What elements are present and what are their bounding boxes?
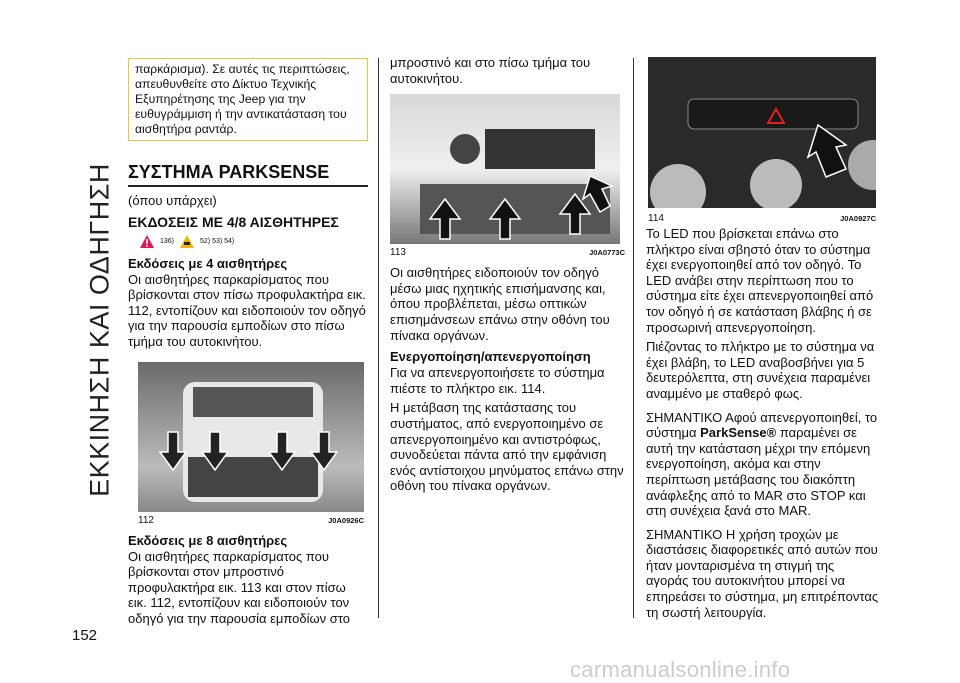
section-title: ΕΚΚΙΝΗΣΗ ΚΑΙ ΟΔΗΓΗΣΗ: [84, 163, 115, 497]
figure-number: 114: [648, 213, 664, 224]
important-note: [646, 410, 880, 519]
text: παραμένει σε αυτή την κατάσταση μέχρι την επόμενη ενεργοποίηση, ακόμα και στην περίπτωση μετάβασης του διακόπτη ανάφλεξης από το MAR στο STOP και στη συνέχεια ξανά στο MAR.: [646, 425, 871, 519]
paragraph: Οι αισθητήρες ειδοποιούν τον οδηγό μέσω μιας ηχητικής επισήμανσης και, όπου προβλέπεται, μέσω οπτικών επισημάνσεων επάνω στην οθόνη του πίνακα οργάνων.: [390, 265, 610, 343]
section-heading: ΣΥΣΤΗΜΑ PARKSENSE: [128, 161, 368, 187]
paragraph: μπροστινό και στο πίσω τμήμα του αυτοκινήτου.: [390, 55, 591, 86]
important-note: ΣΗΜΑΝΤΙΚΟ Η χρήση τροχών με διαστάσεις διαφορετικές από αυτών που ήταν μονταρισμένα τη στιγμή της αγοράς του αυτοκινήτου μπορεί να επηρεάσει το σύστημα, μη επιτρέποντας τη σωστή λειτουργία.: [646, 526, 879, 620]
figure-114-parksense-button: [648, 57, 876, 208]
paragraph: Οι αισθητήρες παρκαρίσματος που βρίσκονται στον πίσω προφυλακτήρα εικ. 112, εντοπίζουν και ειδοποιούν τον οδηγό για την παρουσία εμποδίων στο πίσω τμήμα του αυτοκινήτου.: [128, 271, 366, 349]
note-box: παρκάρισμα). Σε αυτές τις περιπτώσεις, απευθυνθείτε στο Δίκτυο Τεχνικής Εξυπηρέτησης της Jeep για την ευθυγράμμιση ή την αντικατάσταση του αισθητήρα ραντάρ.: [128, 58, 368, 141]
figure-113-front-bumper: [390, 94, 620, 244]
figure-code: J0A0926C: [328, 515, 364, 525]
text: ΣΗΜΑΝΤΙΚΟ Αφού απενεργοποιηθεί, το σύστημα: [646, 409, 878, 441]
column-divider: [378, 58, 379, 618]
caution-refs: 52) 53) 54): [200, 237, 235, 245]
section-sidebar: [80, 30, 120, 630]
paragraph: Οι αισθητήρες παρκαρίσματος που βρίσκονται στον μπροστινό προφυλακτήρα εικ. 113 και στον πίσω εικ. 112, εντοπίζουν και ειδοποιούν τον οδηγό για την παρουσία εμποδίων στο: [128, 548, 350, 626]
figure-number: 113: [390, 247, 406, 259]
reference-icons: [140, 235, 368, 248]
watermark: carmanualsonline.info: [570, 657, 791, 682]
subsection-heading: Εκδόσεις με 8 αισθητήρες: [128, 532, 288, 548]
warning-icon: [140, 235, 154, 248]
figure-112-rear-bumper: [138, 362, 364, 512]
figure-code: J0A0773C: [589, 248, 625, 258]
subsection-heading: Εκδόσεις με 4 αισθητήρες: [128, 255, 288, 271]
figure-code: J0A0927C: [840, 214, 876, 223]
paragraph: Πιέζοντας το πλήκτρο με το σύστημα να έχει βλάβη, το LED αναβοσβήνει για 5 δευτερόλεπτα, στη συνέχεια παραμένει αναμμένο με σταθερό φως.: [646, 339, 875, 401]
column-divider: [633, 58, 634, 618]
column-3: [646, 226, 880, 624]
figure-number: 112: [138, 514, 154, 526]
subheading: ΕΚΔΟΣΕΙΣ ΜΕ 4/8 ΑΙΣΘΗΤΗΡΕΣ: [128, 213, 339, 230]
brand-name: ParkSense®: [700, 425, 777, 441]
page-number: 152: [72, 627, 98, 644]
paragraph: Το LED που βρίσκεται επάνω στο πλήκτρο είναι σβηστό όταν το σύστημα έχει ενεργοποιηθεί από τον οδηγό. Το LED ανάβει στην περίπτωση που το σύστημα είτε έχει απενεργοποιηθεί από τον οδηγό ή σε κατάσταση βλάβης ή σε προσωρινή απενεργοποίηση.: [646, 226, 874, 335]
warning-refs: 136): [160, 237, 175, 245]
caution-icon: [180, 235, 194, 248]
column-2: [390, 55, 625, 498]
availability-text: (όπου υπάρχει): [128, 193, 217, 208]
column-1: [128, 58, 368, 631]
paragraph: Η μετάβαση της κατάστασης του συστήματος, από ενεργοποιημένο σε απενεργοποιημένο και αντιστρόφως, συνοδεύεται πάντα από την εμφάνιση ενός αντίστοιχου μηνύματος επάνω στην οθόνη του πίνακα οργάνων.: [390, 400, 624, 494]
paragraph: Για να απενεργοποιήσετε το σύστημα πιέστε το πλήκτρο εικ. 114.: [390, 365, 605, 396]
subsection-heading: Ενεργοποίηση/απενεργοποίηση: [390, 349, 591, 365]
